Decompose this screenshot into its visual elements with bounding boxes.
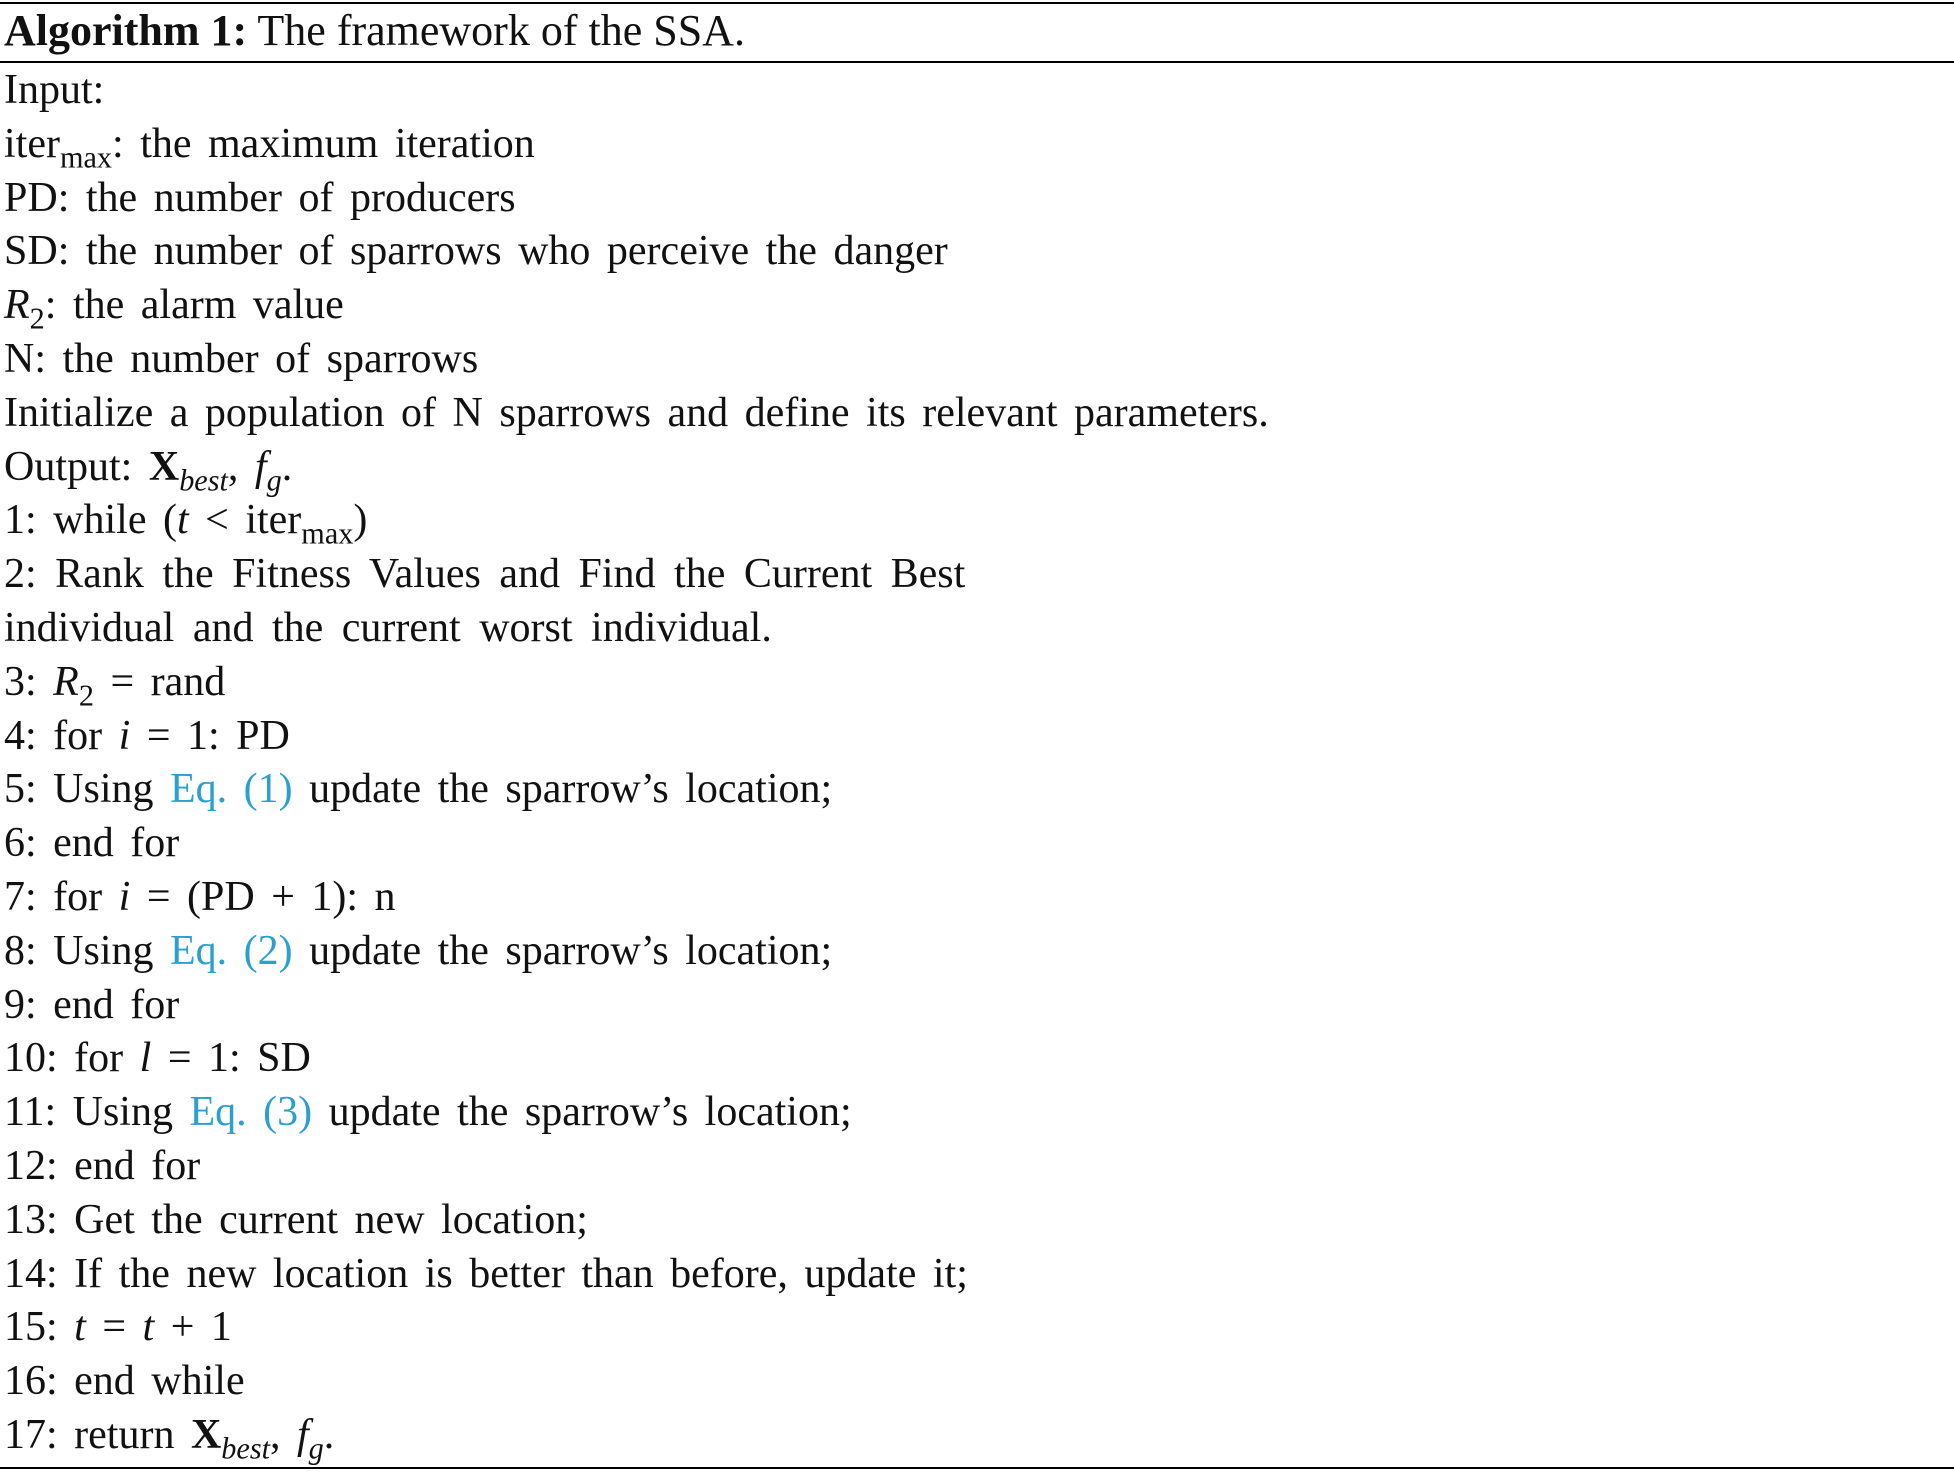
step-12: 12: end for <box>4 1142 201 1189</box>
bottom-rule <box>0 1467 1954 1469</box>
step-8: 8: Using Eq. (2) update the sparrow’s location; <box>4 927 833 974</box>
input-n: N: the number of sparrows <box>4 335 479 382</box>
algorithm-body <box>4 64 1949 1466</box>
step-17: 17: return $X_{best}$, $f_g$. <box>4 1411 335 1466</box>
input-sd: SD: the number of sparrows who perceive the danger <box>4 228 948 275</box>
step-4: 4: for i = 1: PD <box>4 712 290 759</box>
step-2: 2: Rank the Fitness Values and Find the Current Best individual and the current worst individual. <box>4 551 966 651</box>
init-line: Initialize a population of N sparrows and define its relevant parameters. <box>4 389 1269 436</box>
step-3: 3: $R_2$ = rand <box>4 658 226 713</box>
eq1-link[interactable]: Eq. (1) <box>170 766 293 813</box>
algorithm-caption <box>4 4 745 58</box>
output-line: Output: $X_{best}$, $f_g$. <box>4 443 293 498</box>
step-10: 10: for l = 1: SD <box>4 1035 311 1082</box>
step-6: 6: end for <box>4 820 180 867</box>
step-11: 11: Using Eq. (3) update the sparrow’s location; <box>4 1089 852 1136</box>
step-13: 13: Get the current new location; <box>4 1196 588 1243</box>
input-itermax: iter$_{max}$: the maximum iteration <box>4 120 535 175</box>
step-15: 15: t = t + 1 <box>4 1304 232 1351</box>
step-7: 7: for i = (PD + 1): n <box>4 873 396 920</box>
input-r2: $R_2$: the alarm value <box>4 282 344 336</box>
eq3-link[interactable]: Eq. (3) <box>189 1089 313 1136</box>
algorithm-label: Algorithm 1: <box>4 6 248 55</box>
algorithm-title: The framework of the SSA. <box>257 6 745 55</box>
step-1: 1: while (t < iter$_{max}$) <box>4 497 368 551</box>
input-pd: PD: the number of producers <box>4 174 516 221</box>
step-16: 16: end while <box>4 1358 245 1405</box>
step-14: 14: If the new location is better than before, update it; <box>4 1250 968 1297</box>
input-heading: Input: <box>4 67 105 113</box>
step-9: 9: end for <box>4 981 180 1028</box>
step-5: 5: Using Eq. (1) update the sparrow’s location; <box>4 766 833 813</box>
caption-rule <box>0 61 1954 63</box>
eq2-link[interactable]: Eq. (2) <box>170 927 293 974</box>
